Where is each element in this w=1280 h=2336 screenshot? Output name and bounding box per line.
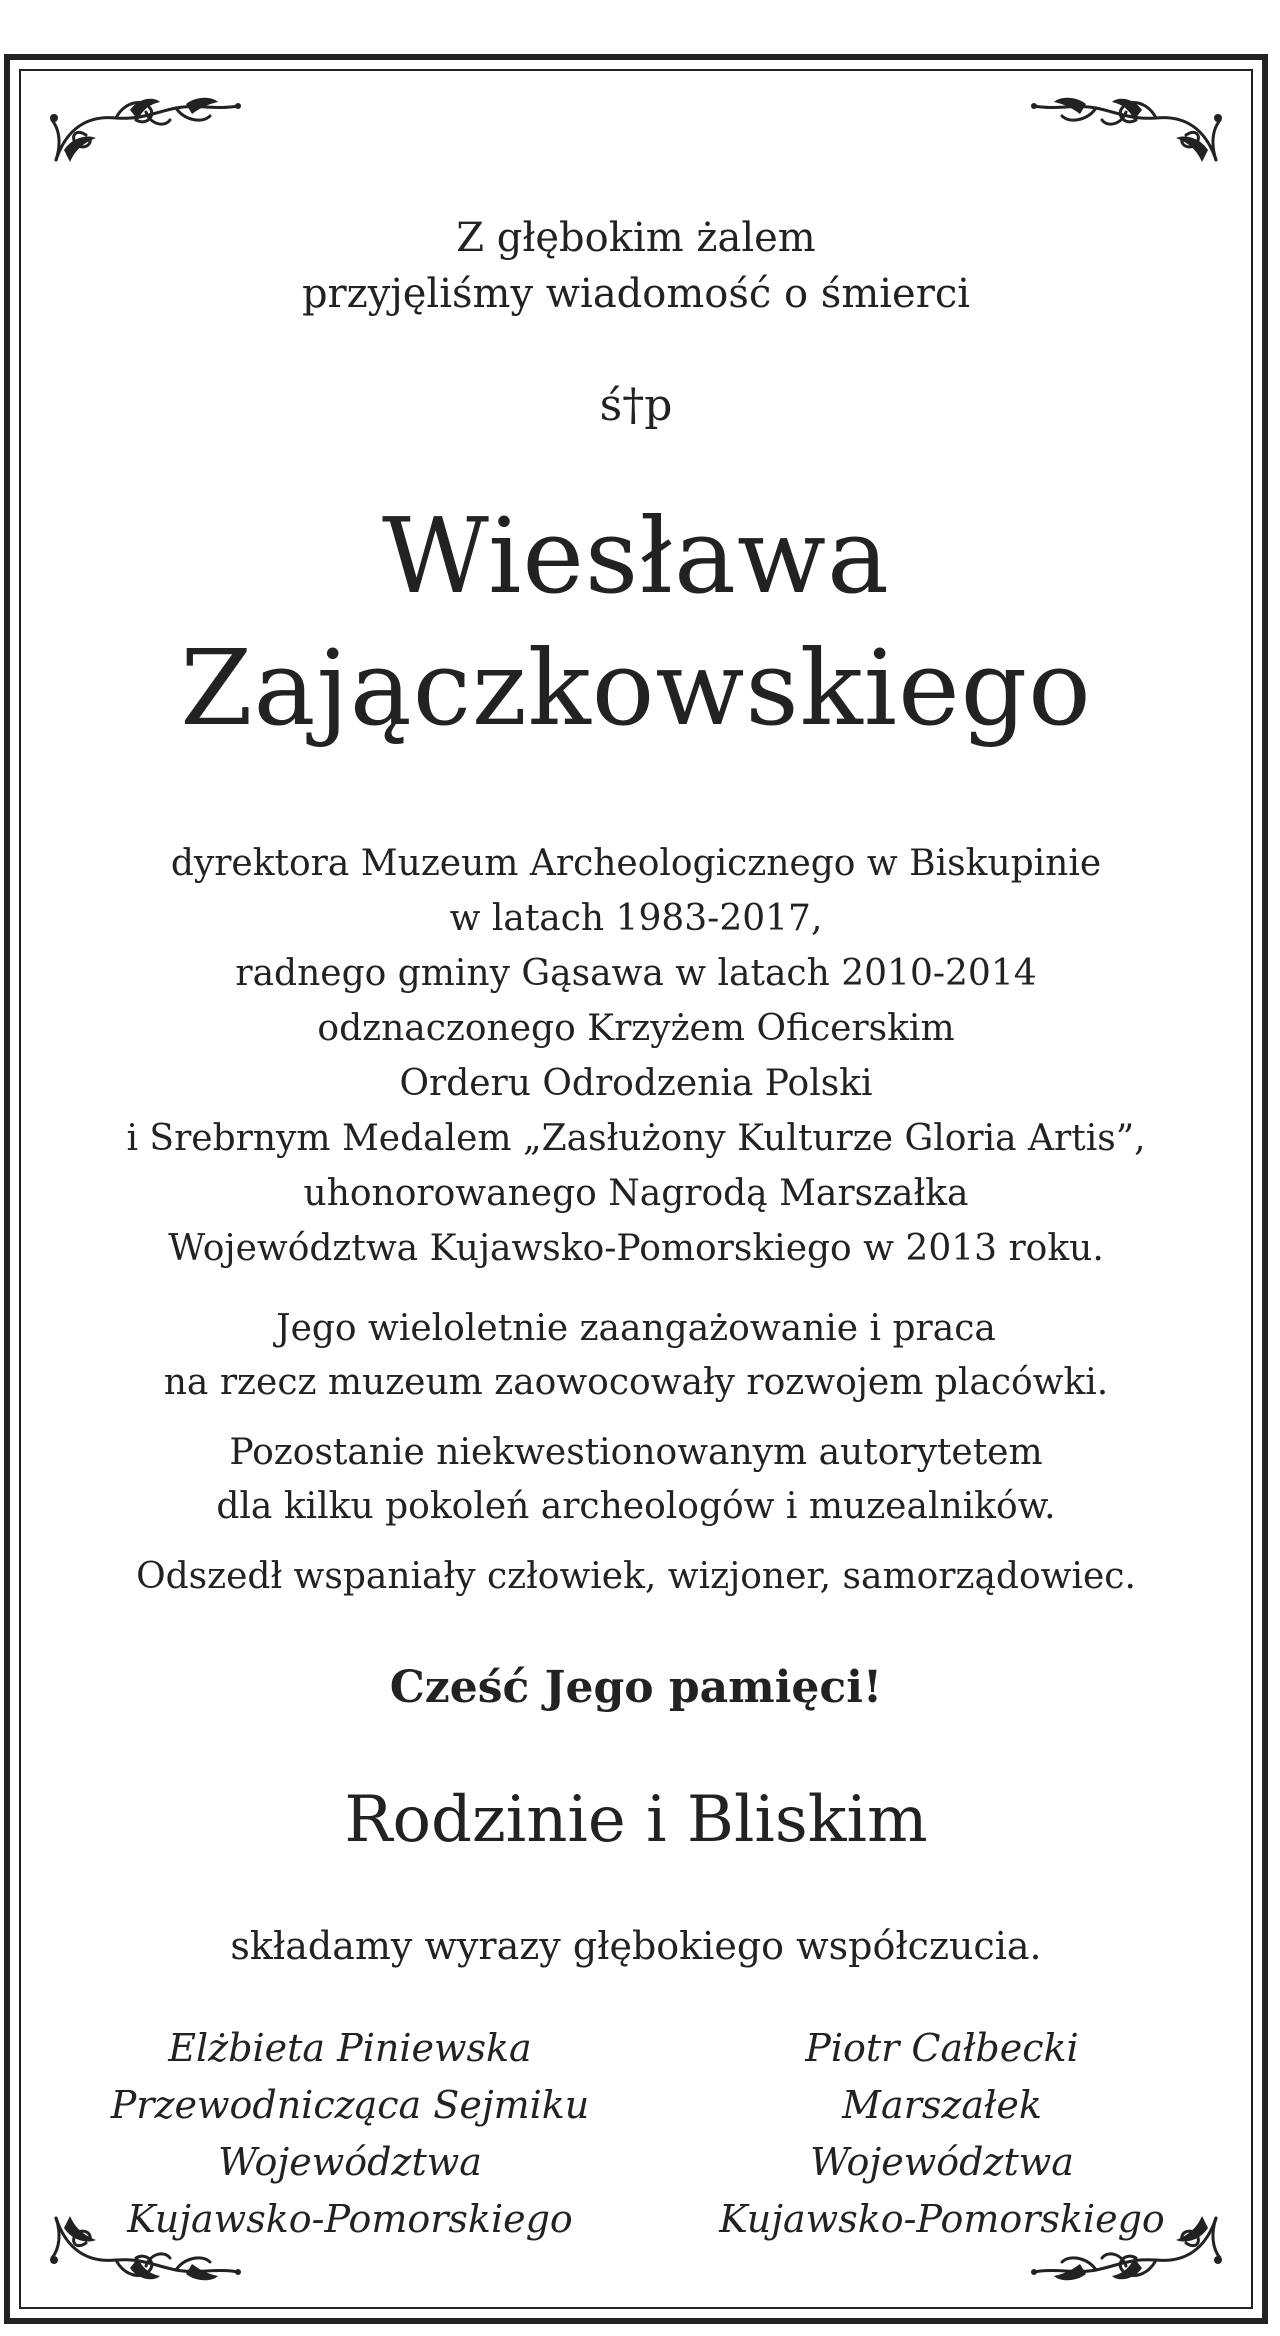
signatory-title: Województwa: [810, 2140, 1074, 2184]
biography-line: uhonorowanego Nagrodą Marszałka: [303, 1173, 969, 1214]
memorial-prefix: ś†p: [599, 380, 673, 431]
floral-corner-ornament-icon: [46, 90, 246, 180]
signatory-name: Elżbieta Piniewska: [168, 2026, 532, 2070]
family-heading: Rodzinie i Bliskim: [344, 1783, 928, 1857]
tribute-paragraph: [50, 1302, 1222, 1410]
biography-line: odznaczonego Krzyżem Oficerskim: [317, 1008, 955, 1049]
condolence-text: składamy wyrazy głębokiego współczucia.: [230, 1924, 1042, 1968]
obituary-frame: [4, 54, 1268, 2324]
biography-line: w latach 1983-2017,: [449, 898, 823, 939]
deceased-name: [50, 490, 1222, 754]
biography-line: Województwa Kujawsko-Pomorskiego w 2013 roku.: [168, 1228, 1104, 1269]
signatory-title: Kujawsko-Pomorskiego: [719, 2197, 1165, 2241]
tribute-line: Jego wieloletnie zaangażowanie i praca: [276, 1308, 996, 1349]
tribute-paragraph: [50, 1550, 1222, 1604]
signatory-name: Piotr Całbecki: [805, 2026, 1079, 2070]
corner-ornament-top-right-icon: [1026, 90, 1226, 180]
biography-line: radnego gminy Gąsawa w latach 2010-2014: [235, 953, 1037, 994]
signatory-title: Marszałek: [842, 2083, 1042, 2127]
tribute-line: Odszedł wspaniały człowiek, wizjoner, samorządowiec.: [136, 1556, 1136, 1597]
signatory-left: [50, 2020, 650, 2248]
biography-line: Orderu Odrodzenia Polski: [399, 1063, 873, 1104]
intro-text: [50, 210, 1222, 322]
tribute-line: na rzecz muzeum zaowocowały rozwojem placówki.: [163, 1362, 1109, 1403]
biography: [50, 836, 1222, 1276]
honor-statement: Cześć Jego pamięci!: [389, 1662, 883, 1713]
biography-line: dyrektora Muzeum Archeologicznego w Biskupinie: [170, 843, 1102, 884]
signatory-title: Przewodnicząca Sejmiku: [110, 2083, 590, 2127]
signatory-title: Kujawsko-Pomorskiego: [127, 2197, 573, 2241]
biography-line: i Srebrnym Medalem „Zasłużony Kulturze Gloria Artis”,: [126, 1118, 1146, 1159]
corner-ornament-top-left-icon: [46, 90, 246, 180]
tribute-paragraph: [50, 1426, 1222, 1534]
deceased-last-name: Zajączkowskiego: [180, 627, 1092, 749]
signatory-right: [662, 2020, 1222, 2248]
tribute-line: Pozostanie niekwestionowanym autorytetem: [229, 1432, 1043, 1473]
intro-line: przyjęliśmy wiadomość o śmierci: [301, 271, 971, 317]
deceased-first-name: Wiesława: [382, 495, 890, 617]
signatory-title: Województwa: [218, 2140, 482, 2184]
tribute-line: dla kilku pokoleń archeologów i muzealników.: [216, 1486, 1056, 1527]
intro-line: Z głębokim żalem: [456, 215, 816, 261]
